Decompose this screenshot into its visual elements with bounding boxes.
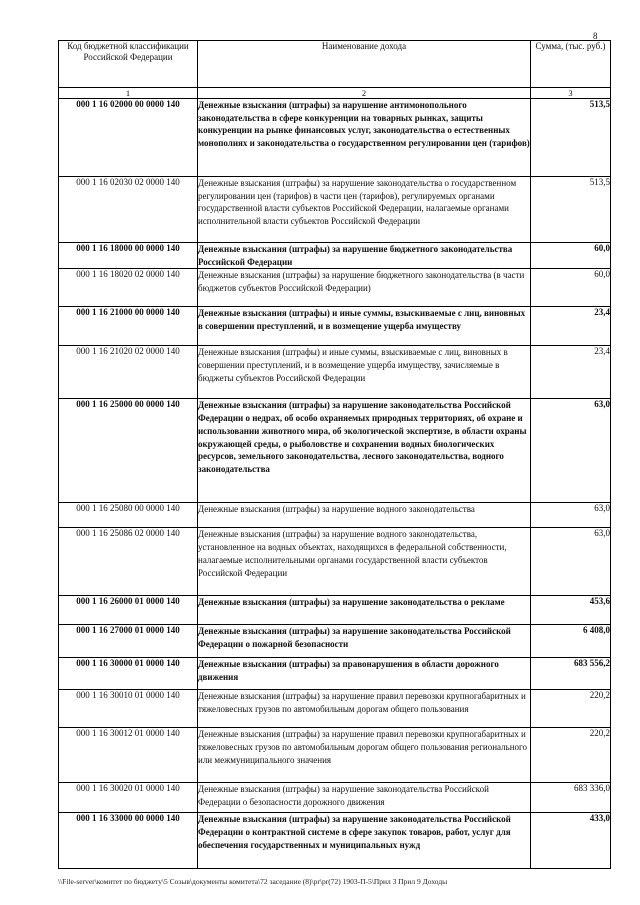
table-row [59,625,611,658]
header-code: Код бюджетной классификации Российской Федерации [59,41,198,88]
row-name: Денежные взыскания (штрафы) за нарушение законодательства Российской Федерации о недрах, об особо охраняемых природных территориях, об охране и использовании животного мира, об экологической экспертизе, в области охраны окружающей среды, о рыболовстве и сохранении водных биологических ресурсов, земельного законодательства, лесного законодательства, водного законодательства [198,399,531,503]
row-sum: 60,0 [531,269,611,307]
row-code: 000 1 16 21020 02 0000 140 [59,346,198,399]
row-code: 000 1 16 18000 00 0000 140 [59,243,198,269]
header-num-name: 2 [198,88,531,99]
row-name: Денежные взыскания (штрафы) за нарушение законодательства Российской Федерации о безопасности дорожного движения [198,783,531,813]
row-code: 000 1 16 02030 02 0000 140 [59,177,198,243]
row-sum: 433,0 [531,813,611,869]
row-name: Денежные взыскания (штрафы) за нарушение законодательства о государственном регулировании цен (тарифов) в части цен (тарифов), регулируемых органами государственной власти субъектов Российской Федерации, налагаемые органами исполнительной власти субъектов Российской Федерации [198,177,531,243]
row-code: 000 1 16 30010 01 0000 140 [59,690,198,728]
row-sum: 6 408,0 [531,625,611,658]
row-code: 000 1 16 33000 00 0000 140 [59,813,198,869]
row-name: Денежные взыскания (штрафы) за нарушение законодательства Российской Федерации о пожарной безопасности [198,625,531,658]
row-sum: 60,0 [531,243,611,269]
row-code: 000 1 16 30020 01 0000 140 [59,783,198,813]
row-name: Денежные взыскания (штрафы) и иные суммы, взыскиваемые с лиц, виновных в совершении преступлений, и в возмещение ущерба имуществу, зачисляемые в бюджеты субъектов Российской Федерации [198,346,531,399]
row-sum: 220,2 [531,728,611,783]
table-row [59,269,611,307]
header-num-code: 1 [59,88,198,99]
row-code: 000 1 16 25080 00 0000 140 [59,503,198,528]
row-name: Денежные взыскания (штрафы) за нарушение бюджетного законодательства Российской Федерации [198,243,531,269]
revenue-table [58,40,611,869]
row-code: 000 1 16 27000 01 0000 140 [59,625,198,658]
row-name: Денежные взыскания (штрафы) за нарушение законодательства о рекламе [198,596,531,625]
header-name: Наименование дохода [198,41,531,88]
row-sum: 220,2 [531,690,611,728]
row-sum: 23,4 [531,307,611,346]
row-sum: 63,0 [531,399,611,503]
row-code: 000 1 16 21000 00 0000 140 [59,307,198,346]
row-name: Денежные взыскания (штрафы) за нарушение правил перевозки крупногабаритных и тяжеловесных грузов по автомобильным дорогам общего пользования регионального или межмуниципального значения [198,728,531,783]
row-code: 000 1 16 30000 01 0000 140 [59,658,198,690]
row-sum: 683 556,2 [531,658,611,690]
page-number: 8 [593,31,598,41]
table-row [59,243,611,269]
row-sum: 63,0 [531,528,611,596]
table-row [59,690,611,728]
row-code: 000 1 16 02000 00 0000 140 [59,99,198,177]
row-name: Денежные взыскания (штрафы) за нарушение антимонопольного законодательства в сфере конкуренции на товарных рынках, защиты конкуренции на рынке финансовых услуг, законодательства о естественных монополиях и законодательства о государственном регулировании цен (тарифов) [198,99,531,177]
row-code: 000 1 16 30012 01 0000 140 [59,728,198,783]
row-code: 000 1 16 26000 01 0000 140 [59,596,198,625]
row-sum: 63,0 [531,503,611,528]
table-row [59,528,611,596]
table-row [59,783,611,813]
table-row [59,813,611,869]
table-row [59,346,611,399]
table-row [59,596,611,625]
row-name: Денежные взыскания (штрафы) за нарушение водного законодательства [198,503,531,528]
table-row [59,99,611,177]
row-code: 000 1 16 25086 02 0000 140 [59,528,198,596]
table-row [59,503,611,528]
row-name: Денежные взыскания (штрафы) за нарушение правил перевозки крупногабаритных и тяжеловесных грузов по автомобильным дорогам общего пользования [198,690,531,728]
table-row [59,307,611,346]
row-sum: 513,5 [531,99,611,177]
row-name: Денежные взыскания (штрафы) за нарушение водного законодательства, установленное на водных объектах, находящихся в федеральной собственности, налагаемые исполнительными органами государственной власти субъектов Российской Федерации [198,528,531,596]
table-row [59,177,611,243]
row-sum: 513,5 [531,177,611,243]
header-sum: Сумма, (тыс. руб.) [531,41,611,88]
row-sum: 683 336,0 [531,783,611,813]
row-name: Денежные взыскания (штрафы) и иные суммы, взыскиваемые с лиц, виновных в совершении преступлений, и в возмещение ущерба имуществу [198,307,531,346]
row-name: Денежные взыскания (штрафы) за нарушение бюджетного законодательства (в части бюджетов субъектов Российской Федерации) [198,269,531,307]
table-row [59,658,611,690]
row-sum: 23,4 [531,346,611,399]
row-code: 000 1 16 18020 02 0000 140 [59,269,198,307]
row-name: Денежные взыскания (штрафы) за правонарушения в области дорожного движения [198,658,531,690]
row-sum: 453,6 [531,596,611,625]
row-name: Денежные взыскания (штрафы) за нарушение законодательства Российской Федерации о контрактной системе в сфере закупок товаров, работ, услуг для обеспечения государственных и муниципальных нужд [198,813,531,869]
row-code: 000 1 16 25000 00 0000 140 [59,399,198,503]
table-row [59,399,611,503]
file-path-footer: \\File-server\комитет по бюджету\5 Созыв\документы комитета\72 заседание (8)\pr\pr(72) 1903-П-5\Прил 3 Прил 9 Доходы [58,877,448,886]
table-row [59,728,611,783]
header-num-sum: 3 [531,88,611,99]
